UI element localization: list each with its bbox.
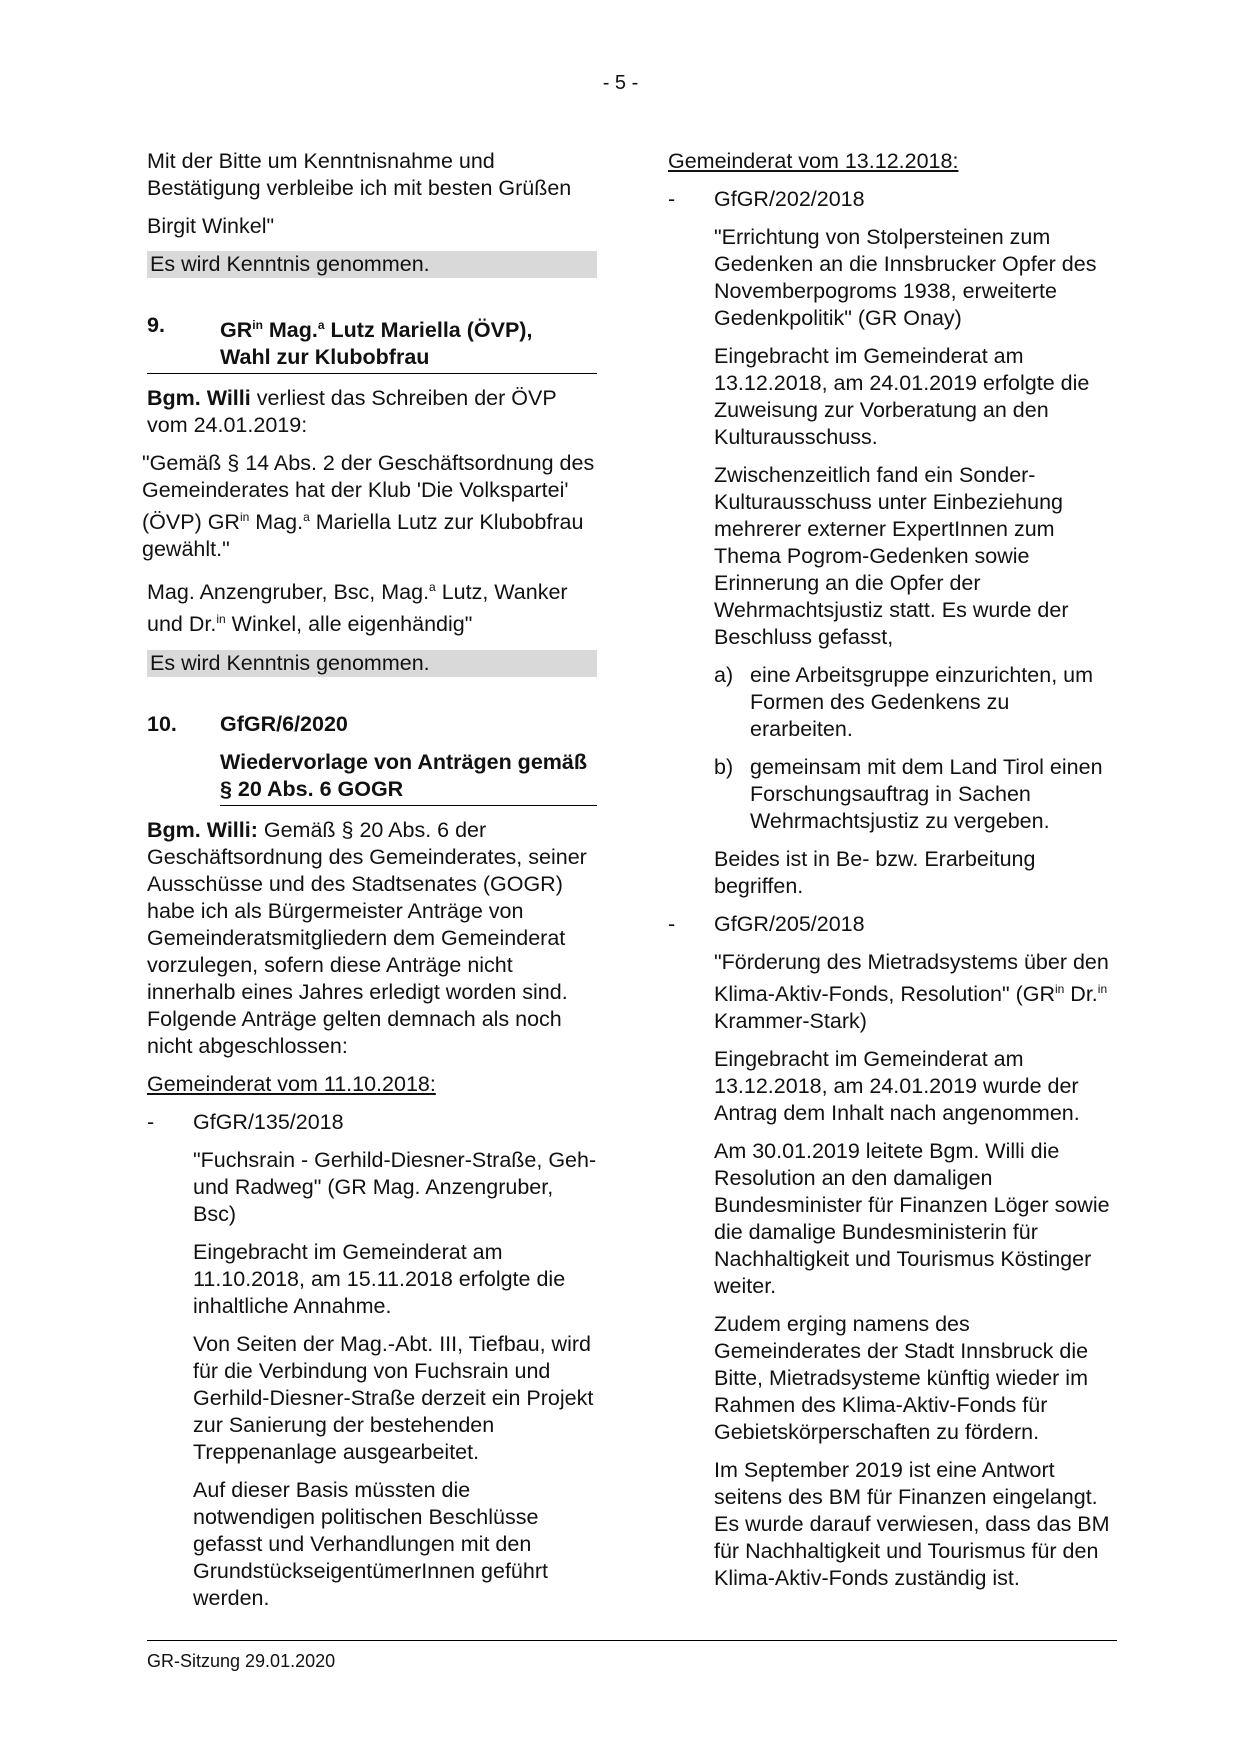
entry-paragraph: Eingebracht im Gemeinderat am 11.10.2018, am 15.11.2018 erfolgte die inhaltliche Annahme. (193, 1239, 566, 1318)
acknowledgement-note: Es wird Kenntnis genommen. (147, 251, 597, 278)
entry-paragraph: Beides ist in Be- bzw. Erarbeitung begriffen. (714, 847, 1036, 898)
entry-id: GfGR/202/2018 (714, 187, 865, 211)
item-10-heading (147, 711, 597, 738)
entry-id-row: - GfGR/205/2018 (668, 912, 865, 936)
page-number: - 5 - (602, 72, 639, 94)
item-9-title: $GR^{in}$ Mag.$^a$ Lutz Mariella (ÖVP), Wahl zur Klubobfrau (220, 318, 533, 370)
entry-id: GfGR/205/2018 (714, 912, 865, 936)
entry-id: GfGR/135/2018 (193, 1109, 344, 1134)
closing-paragraph: Mit der Bitte um Kenntnisnahme und Bestätigung verbleibe ich mit besten Grüßen (147, 149, 572, 200)
footer-text: GR-Sitzung 29.01.2020 (147, 1651, 336, 1671)
section-date: Gemeinderat vom 11.10.2018: (147, 1071, 436, 1096)
entry-paragraph: Zwischenzeitlich fand ein Sonder-Kulturausschuss unter Einbeziehung mehrerer externer ExpertInnen zum Thema Pogrom-Gedenken sowie Erinnerung an die Opfer der Wehrmachtsjustiz statt. Es wurde der Beschluss gefasst, (714, 463, 1069, 649)
left-column (142, 148, 597, 1623)
mayor-statement: Bgm. Willi: Gemäß § 20 Abs. 6 der Geschäftsordnung des Gemeinderates, seiner Ausschüsse und des Stadtsenates (GOGR) habe ich als Bürgermeister Anträge von Gemeinderatsmitgliedern dem Gemeinderat vorzulegen, sofern diese Anträge nicht innerhalb eines Jahres erledigt worden sind. Folgende Anträge gelten demnach als noch nicht abgeschlossen: (147, 817, 587, 1058)
mayor-reads-paragraph: Bgm. Willi verliest das Schreiben der ÖVP vom 24.01.2019: (147, 386, 557, 438)
entry-title: "Errichtung von Stolpersteinen zum Gedenken an die Innsbrucker Opfer des Novemberpogroms 1938, erweiterte Gedenkpolitik" (GR Onay) (714, 225, 1097, 330)
entry-paragraph: Auf dieser Basis müssten die notwendigen politischen Beschlüsse gefasst und Verhandlungen mit den GrundstückseigentümerInnen geführt werden. (193, 1477, 548, 1610)
item-9-number: 9. (147, 313, 165, 337)
entry-paragraph: Eingebracht im Gemeinderat am 13.12.2018, am 24.01.2019 erfolgte die Zuweisung zur Vorberatung an den Kulturausschuss. (714, 344, 1090, 449)
footer (147, 1640, 1117, 1672)
item-9-heading (147, 312, 597, 374)
entry-title: "Fuchsrain - Gerhild-Diesner-Straße, Geh- und Radweg" (GR Mag. Anzengruber, Bsc) (193, 1147, 597, 1226)
right-column (668, 148, 1116, 1603)
acknowledgement-note: Es wird Kenntnis genommen. (147, 650, 597, 677)
list-item: b) gemeinsam mit dem Land Tirol einen Forschungsauftrag in Sachen Wehrmachtsjustiz zu vergeben. (714, 755, 1103, 833)
entry-paragraph: Am 30.01.2019 leitete Bgm. Willi die Resolution an den damaligen Bundesminister für Finanzen Löger sowie die damalige Bundesministerin für Nachhaltigkeit und Tourismus Köstinger weiter. (714, 1139, 1110, 1299)
entry-paragraph: Zudem erging namens des Gemeinderates der Stadt Innsbruck die Bitte, Mietradsysteme künftig wieder im Rahmen des Klima-Aktiv-Fonds für Gebietskörperschaften zu fördern. (714, 1312, 1089, 1445)
quoted-letter: "Gemäß § 14 Abs. 2 der Geschäftsordnung des Gemeinderates hat der Klub 'Die Volkspartei' (ÖVP) $GR^{in}$ Mag.$^a$ Mariella Lutz zur Klubobfrau gewählt." (142, 451, 595, 562)
signature-line: Birgit Winkel" (147, 214, 275, 238)
item-10-subtitle: Wiedervorlage von Anträgen gemäß § 20 Abs. 6 GOGR (220, 749, 597, 806)
entry-title: "Förderung des Mietradsystems über den Klima-Aktiv-Fonds, Resolution" ($GR^{in}$ Dr.$^{in}$ Krammer-Stark) (714, 950, 1109, 1034)
item-10-number: 10. (147, 711, 177, 736)
list-item: a) eine Arbeitsgruppe einzurichten, um Formen des Gedenkens zu erarbeiten. (714, 663, 1094, 741)
entry-id-row: - GfGR/135/2018 (147, 1109, 344, 1134)
signatories: Mag. Anzengruber, Bsc, Mag.$^a$ Lutz, Wanker und Dr.$^{in}$ Winkel, alle eigenhändig" (147, 580, 568, 637)
section-date: Gemeinderat vom 13.12.2018: (668, 149, 959, 173)
entry-paragraph: Von Seiten der Mag.-Abt. III, Tiefbau, wird für die Verbindung von Fuchsrain und Gerhild-Diesner-Straße derzeit ein Projekt zur Sanierung der bestehenden Treppenanlage ausgearbeitet. (193, 1331, 594, 1464)
entry-paragraph: Eingebracht im Gemeinderat am 13.12.2018, am 24.01.2019 wurde der Antrag dem Inhalt nach angenommen. (714, 1047, 1080, 1126)
entry-id-row: - GfGR/202/2018 (668, 187, 865, 211)
entry-paragraph: Im September 2019 ist eine Antwort seitens des BM für Finanzen eingelangt. Es wurde darauf verwiesen, dass das BM für Nachhaltigkeit und Tourismus für den Klima-Aktiv-Fonds zuständig ist. (714, 1458, 1110, 1591)
item-10-title: GfGR/6/2020 (220, 711, 348, 736)
